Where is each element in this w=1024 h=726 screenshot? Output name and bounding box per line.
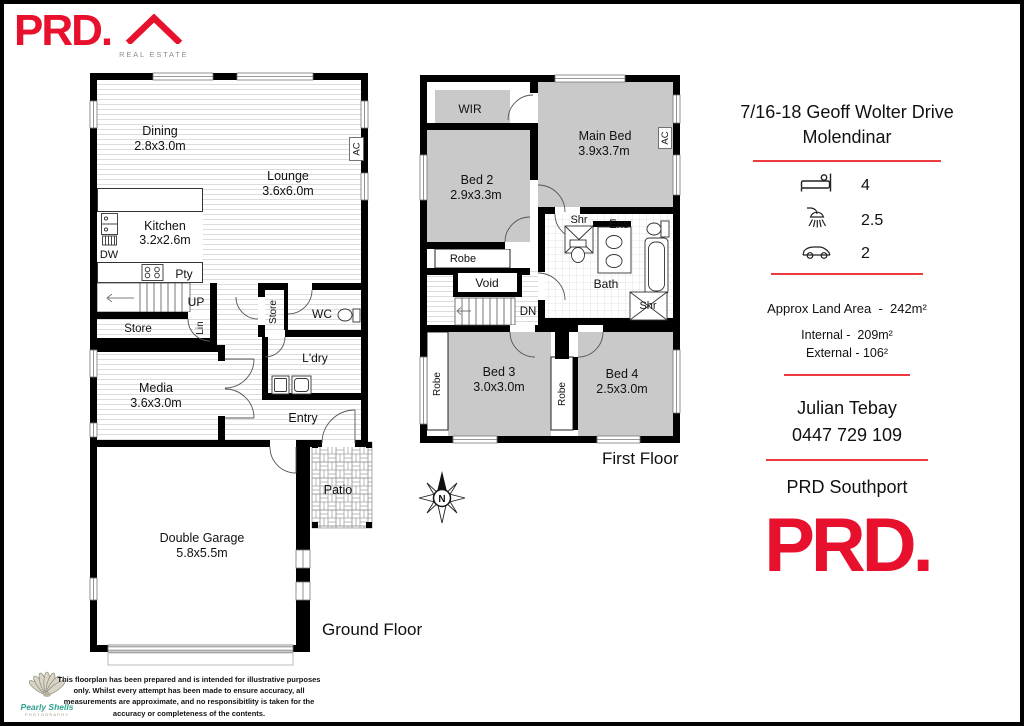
- room-bed2: Bed 2: [460, 173, 494, 187]
- disclaimer: [34, 674, 344, 719]
- ens-toilet: [647, 223, 661, 235]
- prd-logo-large: PRD.: [764, 503, 930, 588]
- bed-icon: [799, 172, 835, 199]
- room-bed3-dims: 3.0x3.0m: [473, 380, 525, 394]
- room-bed4: Bed 4: [605, 367, 639, 381]
- office-name: PRD Southport: [786, 477, 908, 497]
- compass-icon: [416, 470, 468, 526]
- label-pty: Pty: [175, 267, 193, 281]
- ground-floors: [97, 80, 372, 645]
- room-kitchen: Kitchen: [144, 219, 186, 233]
- beds-count: 4: [861, 176, 870, 194]
- room-garage-dims: 5.8x5.5m: [176, 546, 228, 560]
- first-floor-plan: [415, 72, 687, 448]
- room-bed4-dims: 2.5x3.0m: [596, 382, 648, 396]
- label-entry: Entry: [288, 411, 318, 425]
- prd-tagline: REAL ESTATE: [119, 50, 189, 59]
- room-main-bed-dims: 3.9x3.7m: [578, 144, 630, 158]
- room-wir: WIR: [458, 102, 482, 116]
- prd-logo-text: PRD.: [14, 6, 112, 55]
- land-area: Approx Land Area - 242m²: [767, 301, 927, 316]
- label-shr-ens: Shr: [570, 214, 588, 226]
- label-ens: Ens: [609, 219, 629, 231]
- disclaimer-line: measurements are approximate, and no responsibitlity is taken for the: [63, 697, 315, 707]
- label-store: Store: [124, 323, 152, 335]
- photographer-subtitle: PHOTOGRAPHY: [24, 712, 70, 717]
- disclaimer-line: This floorplan has been prepared and is intended for illustrative purposes: [57, 675, 321, 684]
- baths-count: 2.5: [861, 211, 884, 229]
- room-dining-dims: 2.8x3.0m: [134, 139, 186, 153]
- room-bed2-dims: 2.9x3.3m: [450, 188, 502, 202]
- baths-row: [691, 205, 1003, 236]
- room-main-bed: Main Bed: [578, 129, 632, 143]
- agent-name: Julian Tebay: [797, 398, 897, 418]
- photographer-name: Pearly Shells: [20, 702, 74, 712]
- label-patio: Patio: [323, 483, 353, 497]
- label-dw: DW: [99, 249, 119, 261]
- agent-phone: 0447 729 109: [791, 425, 903, 445]
- ground-floor-caption: Ground Floor: [322, 620, 423, 639]
- label-void: Void: [475, 276, 499, 290]
- compass-north: N: [438, 494, 446, 505]
- separator: [753, 160, 941, 162]
- label-ldry: L'dry: [302, 351, 328, 365]
- ground-floor-plan: [88, 70, 388, 670]
- first-floor-caption: First Floor: [602, 449, 679, 468]
- label-ac-first: AC: [660, 131, 671, 145]
- room-media-dims: 3.6x3.0m: [130, 396, 182, 410]
- label-shr-bath: Shr: [639, 300, 657, 312]
- separator: [766, 459, 928, 461]
- room-lounge-dims: 3.6x6.0m: [262, 184, 314, 198]
- beds-row: [691, 172, 1003, 199]
- label-ac-ground: AC: [351, 142, 363, 156]
- external-area: External - 106²: [806, 346, 888, 360]
- room-lounge: Lounge: [267, 169, 309, 183]
- disclaimer-line: only. Whilst every attempt has been made to ensure accuracy, all: [73, 686, 305, 696]
- address-line1: 7/16-18 Geoff Wolter Drive: [740, 102, 954, 122]
- prd-logo: [14, 8, 188, 59]
- room-kitchen-dims: 3.2x2.6m: [139, 233, 191, 247]
- stairs-dn: [455, 298, 515, 325]
- cars-row: [691, 241, 1003, 266]
- room-media: Media: [138, 381, 174, 395]
- label-wc: WC: [312, 307, 332, 321]
- separator: [784, 374, 910, 376]
- label-robe: Robe: [449, 253, 477, 265]
- label-bath: Bath: [593, 277, 619, 291]
- label-robe-left: Robe: [432, 372, 443, 396]
- prd-roof: [119, 14, 188, 59]
- cars-count: 2: [861, 244, 870, 262]
- roof-icon: [125, 14, 183, 44]
- wc-toilet: [338, 309, 352, 321]
- label-dn: DN: [519, 306, 537, 318]
- stove: [142, 265, 163, 281]
- info-panel: [691, 4, 1003, 644]
- label-lin: Lin: [195, 321, 206, 335]
- separator: [771, 273, 923, 275]
- room-garage: Double Garage: [159, 531, 245, 545]
- label-up: UP: [187, 295, 205, 309]
- label-robe-mid: Robe: [557, 382, 568, 406]
- property-address: [691, 100, 1003, 150]
- shower-icon: [799, 205, 835, 236]
- room-dining: Dining: [142, 124, 178, 138]
- label-store2: Store: [268, 300, 279, 324]
- address-line2: Molendinar: [802, 127, 892, 147]
- room-bed3: Bed 3: [482, 365, 516, 379]
- internal-area: Internal - 209m²: [801, 328, 893, 342]
- car-icon: [799, 241, 835, 266]
- bath-toilet: [572, 248, 585, 263]
- disclaimer-line: accuracy or completeness of the contents.: [112, 708, 266, 718]
